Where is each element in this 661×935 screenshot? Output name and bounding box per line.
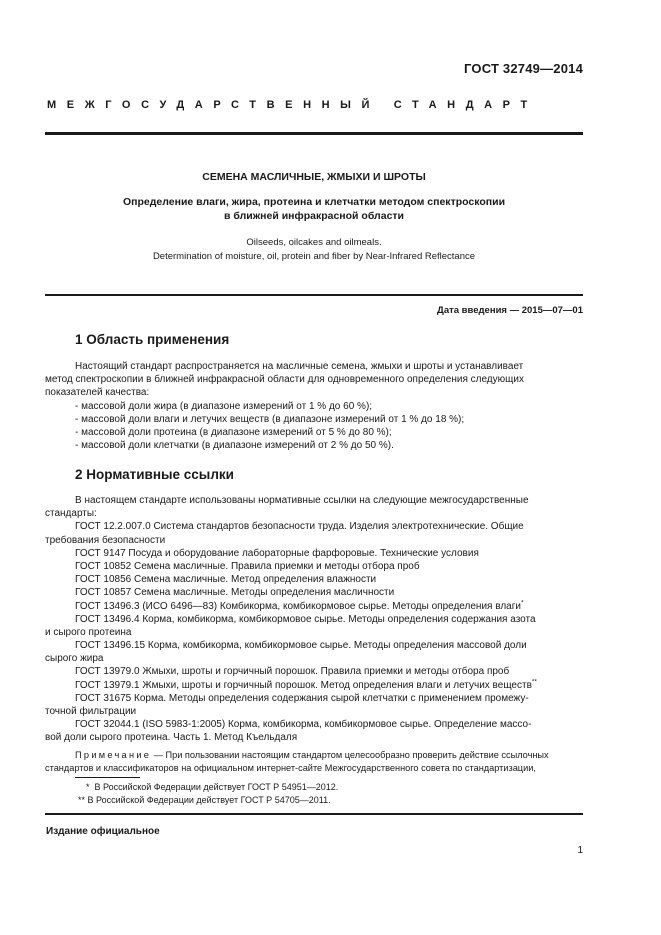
introduction-date: Дата введения — 2015—07—01 [437, 305, 583, 316]
standard-code: ГОСТ 32749—2014 [464, 61, 583, 76]
reference-line: вой доли сырого протеина. Часть 1. Метод Къельдаля [45, 732, 298, 744]
reference-line: ГОСТ 10857 Семена масличные. Методы определения масличности [75, 587, 395, 599]
edition-label: Издание официальное [46, 826, 160, 837]
english-title: Oilseeds, oilcakes and oilmeals. Determination of moisture, oil, protein and fiber by Near-Infrared Reflectance [152, 237, 476, 262]
section-1-body [45, 360, 583, 452]
interstate-standard-heading: МЕЖГОСУДАРСТВЕННЫЙ СТАНДАРТ [47, 99, 538, 111]
reference-line: ГОСТ 13496.15 Корма, комбикорма, комбикормовое сырье. Методы определения массовой доли [75, 640, 527, 652]
reference-line: и сырого протеина [45, 626, 132, 638]
list-item: - массовой доли клетчатки (в диапазоне измерений от 2 % до 50 %). [75, 440, 394, 452]
reference-line: требования безопасности [45, 534, 166, 546]
reference-line: ГОСТ 13496.3 (ИСО 6496—83) Комбикорма, комбикормовое сырье. Методы определения влаги* [75, 599, 524, 612]
reference-line: ГОСТ 10852 Семена масличные. Правила приемки и методы отбора проб [75, 560, 420, 572]
page-number: 1 [577, 845, 583, 856]
reference-line: сырого жира [45, 653, 104, 665]
paragraph-line: стандарты: [45, 508, 97, 520]
paragraph-line: В настоящем стандарте использованы нормативные ссылки на следующие межгосударственные [75, 495, 529, 506]
section-2-body [45, 494, 583, 775]
paragraph-line: Настоящий стандарт распространяется на масличные семена, жмыхи и шроты и устанавливает [75, 361, 524, 372]
reference-line: точной фильтрации [45, 706, 137, 717]
footnote-mark: ** [531, 678, 537, 686]
note: Примечание — При пользовании настоящим стандартом целесообразно проверить действие ссылочных [75, 749, 549, 760]
header-rule [45, 132, 583, 135]
reference-line: ГОСТ 12.2.007.0 Система стандартов безопасности труда. Изделия электротехнические. Общие [75, 521, 524, 533]
list-item: - массовой доли жира (в диапазоне измерений от 1 % до 60 %); [75, 400, 373, 412]
note-continuation: стандартов и классификаторов на официальном интернет-сайте Межгосударственного совета по стандартизации, [45, 762, 536, 773]
section-2-heading: 2 Нормативные ссылки [75, 467, 234, 482]
footnote-mark: * [520, 599, 524, 607]
document-title: СЕМЕНА МАСЛИЧНЫЕ, ЖМЫХИ И ШРОТЫ [202, 171, 426, 183]
reference-line: ГОСТ 13979.0 Жмыхи, шроты и горчичный порошок. Правила приемки и методы отбора проб [75, 666, 510, 678]
footer-rule [45, 813, 583, 815]
footnote-2: ** В Российской Федерации действует ГОСТ Р 54705—2011. [78, 795, 331, 805]
title-rule [45, 294, 583, 296]
reference-line: ГОСТ 13979.1 Жмыхи, шроты и горчичный порошок. Метод определения влаги и летучих веществ** [75, 678, 537, 691]
paragraph-line: показателей качества: [45, 387, 150, 399]
footnote-1: * В Российской Федерации действует ГОСТ Р 54951—2012. [86, 782, 339, 792]
paragraph-line: метод спектроскопии в ближней инфракрасной области для одновременного определения следующих [45, 374, 524, 386]
reference-line: ГОСТ 31675 Корма. Методы определения содержания сырой клетчатки с применением промежу- [75, 692, 529, 704]
list-item: - массовой доли протеина (в диапазоне измерений от 5 % до 80 %); [75, 426, 392, 438]
reference-line: ГОСТ 9147 Посуда и оборудование лабораторные фарфоровые. Технические условия [75, 547, 479, 559]
reference-line: ГОСТ 10856 Семена масличные. Метод определения влажности [75, 574, 377, 586]
reference-line: ГОСТ 13496.4 Корма, комбикорма, комбикормовое сырье. Методы определения содержания азота [75, 613, 536, 625]
document-subtitle: Определение влаги, жира, протеина и клетчатки методом спектроскопии в ближней инфракрасной области [122, 196, 506, 222]
note-label: Примечание [75, 749, 152, 760]
list-item: - массовой доли влаги и летучих веществ (в диапазоне измерений от 1 % до 18 %); [75, 413, 465, 425]
reference-line: ГОСТ 32044.1 (ISO 5983-1:2005) Корма, комбикорма, комбикормовое сырье. Определение массо- [75, 719, 532, 731]
section-1-heading: 1 Область применения [75, 332, 230, 347]
footnote-rule [75, 777, 140, 778]
